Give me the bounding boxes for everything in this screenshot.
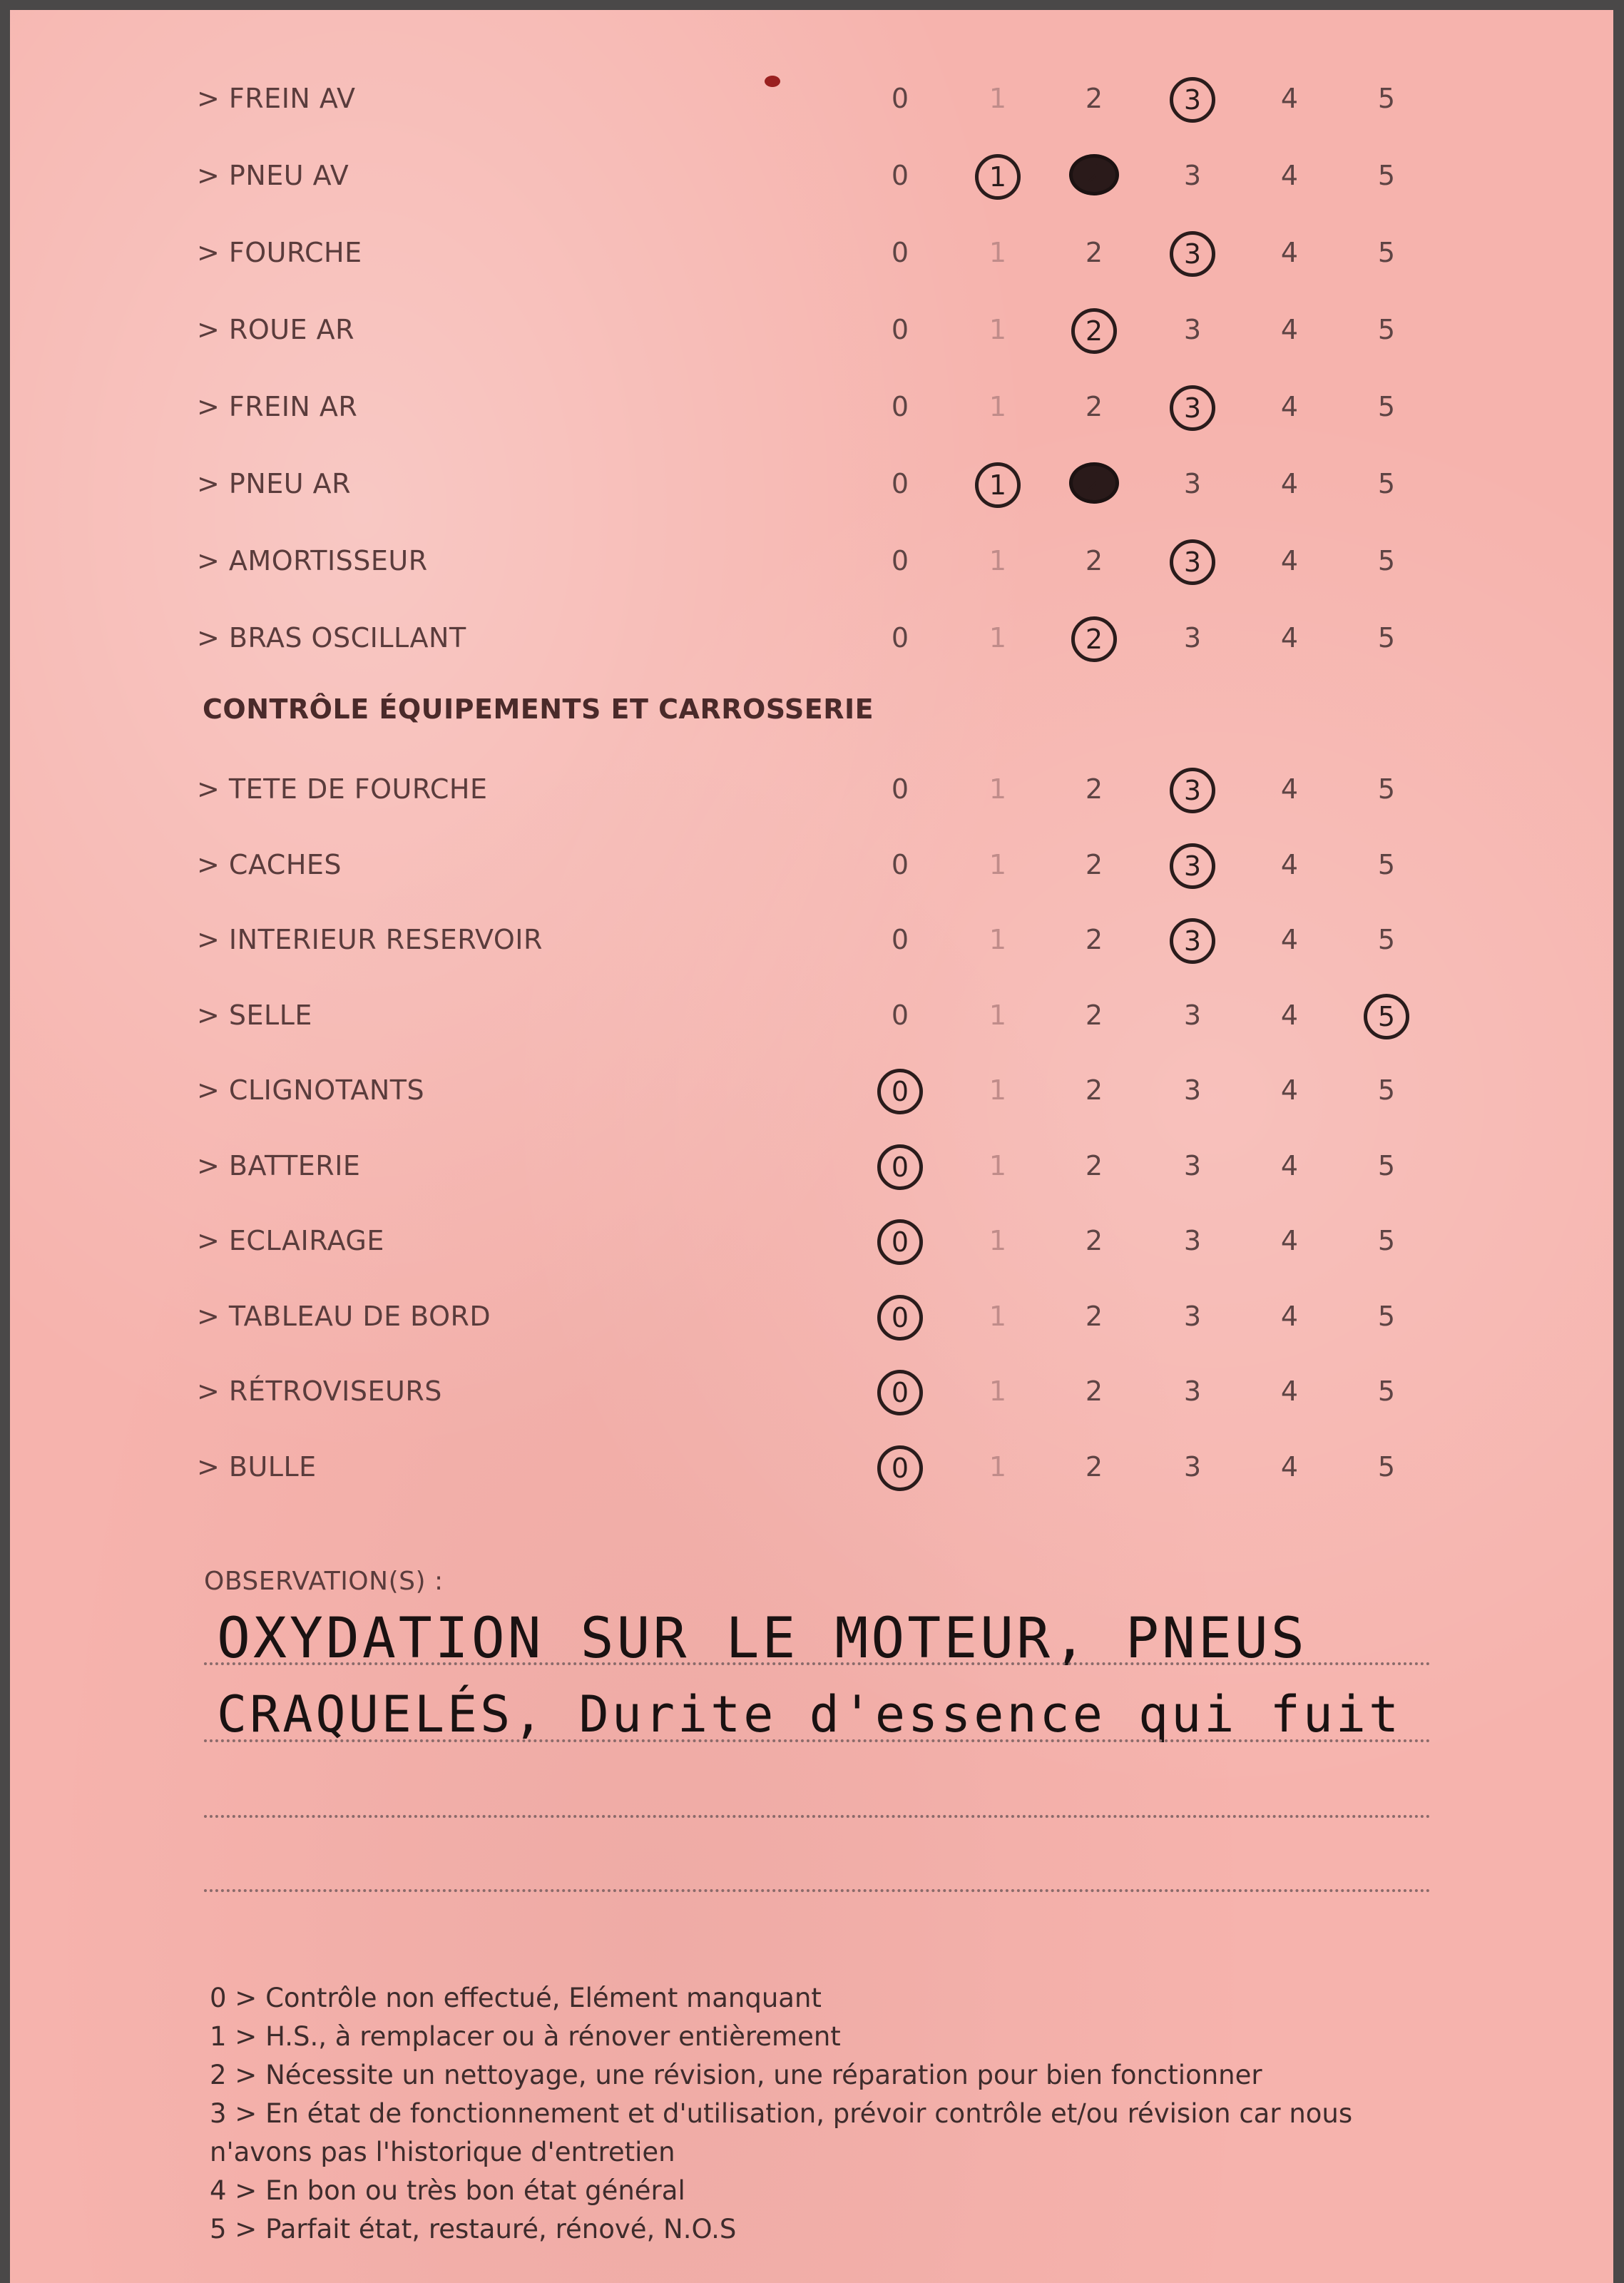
score-option-2[interactable]: 2: [1085, 391, 1103, 422]
score-option-3[interactable]: 3: [1183, 1451, 1202, 1483]
score-option-4[interactable]: 4: [1280, 1376, 1299, 1407]
inspection-sheet: [10, 10, 1613, 2283]
checklist-row: [10, 1370, 1613, 1413]
score-option-1-circled[interactable]: 1: [975, 462, 1021, 508]
score-option-5[interactable]: 5: [1377, 1376, 1396, 1407]
score-option-5[interactable]: 5: [1377, 924, 1396, 955]
legend-line: 0 > Contrôle non effectué, Elément manquant: [210, 1983, 822, 2013]
score-option-4[interactable]: 4: [1280, 1074, 1299, 1106]
legend-line: 5 > Parfait état, restauré, rénové, N.O.S: [210, 2214, 737, 2244]
score-option-0-circled[interactable]: 0: [877, 1445, 923, 1491]
checklist-row: [10, 1219, 1613, 1262]
score-option-0[interactable]: 0: [891, 622, 909, 654]
score-option-2[interactable]: 2: [1085, 849, 1103, 880]
score-option-5[interactable]: 5: [1377, 83, 1396, 114]
score-option-4[interactable]: 4: [1280, 1225, 1299, 1256]
score-option-3[interactable]: 3: [1183, 622, 1202, 654]
checklist-row: [10, 1295, 1613, 1338]
checklist-item-label: > BATTERIE: [197, 1150, 361, 1181]
score-option-0[interactable]: 0: [891, 849, 909, 880]
score-option-4[interactable]: 4: [1280, 924, 1299, 955]
score-option-2[interactable]: 2: [1085, 1225, 1103, 1256]
score-option-1-circled[interactable]: 1: [975, 154, 1021, 200]
score-option-0-circled[interactable]: 0: [877, 1069, 923, 1114]
score-option-3[interactable]: 3: [1183, 468, 1202, 499]
score-option-1[interactable]: 1: [989, 1451, 1007, 1483]
score-option-1[interactable]: 1: [989, 849, 1007, 880]
observation-handwritten-line-2: CRAQUELÉS, Durite d'essence qui fuit: [217, 1685, 1402, 1744]
checklist-row: [10, 154, 1613, 197]
observations-label: OBSERVATION(S) :: [204, 1567, 444, 1596]
score-option-0[interactable]: 0: [891, 545, 909, 576]
score-option-4[interactable]: 4: [1280, 1451, 1299, 1483]
score-option-2-circled[interactable]: 2: [1071, 308, 1117, 354]
score-option-0-circled[interactable]: 0: [877, 1370, 923, 1415]
score-option-0[interactable]: 0: [891, 924, 909, 955]
checklist-item-label: > AMORTISSEUR: [197, 545, 428, 576]
score-option-2[interactable]: 2: [1085, 545, 1103, 576]
checklist-item-label: > ROUE AR: [197, 314, 355, 345]
checklist-row: [10, 1069, 1613, 1112]
checklist-item-label: > ECLAIRAGE: [197, 1225, 384, 1256]
score-option-4[interactable]: 4: [1280, 160, 1299, 191]
score-option-3-circled[interactable]: 3: [1170, 843, 1215, 889]
score-option-1[interactable]: 1: [989, 83, 1007, 114]
checklist-item-label: > FREIN AV: [197, 83, 356, 114]
score-option-4[interactable]: 4: [1280, 1150, 1299, 1181]
score-option-2[interactable]: 2: [1085, 1000, 1103, 1031]
score-option-3[interactable]: 3: [1183, 1301, 1202, 1332]
checklist-item-label: > PNEU AR: [197, 468, 352, 499]
observation-dotted-line: [204, 1815, 1431, 1818]
score-option-2-scribbled[interactable]: 2: [1069, 462, 1119, 504]
checklist-row: [10, 918, 1613, 961]
score-option-1[interactable]: 1: [989, 1074, 1007, 1106]
score-option-1[interactable]: 1: [989, 1301, 1007, 1332]
score-option-2[interactable]: 2: [1085, 1074, 1103, 1106]
score-option-0[interactable]: 0: [891, 773, 909, 805]
observation-dotted-line: [204, 1739, 1431, 1742]
checklist-item-label: > SELLE: [197, 1000, 312, 1031]
checklist-item-label: > FOURCHE: [197, 237, 362, 268]
score-option-4[interactable]: 4: [1280, 237, 1299, 268]
score-option-1[interactable]: 1: [989, 391, 1007, 422]
score-option-5[interactable]: 5: [1377, 160, 1396, 191]
score-option-3[interactable]: 3: [1183, 1225, 1202, 1256]
checklist-item-label: > CLIGNOTANTS: [197, 1074, 425, 1106]
legend-line: 3 > En état de fonctionnement et d'utilisation, prévoir contrôle et/ou révision car nous: [210, 2098, 1353, 2129]
score-option-4[interactable]: 4: [1280, 314, 1299, 345]
checklist-row: [10, 616, 1613, 659]
checklist-item-label: > TETE DE FOURCHE: [197, 773, 488, 805]
score-option-0-circled[interactable]: 0: [877, 1144, 923, 1190]
score-option-1[interactable]: 1: [989, 622, 1007, 654]
score-option-0[interactable]: 0: [891, 83, 909, 114]
observation-dotted-line: [204, 1662, 1431, 1665]
score-option-2[interactable]: 2: [1085, 1376, 1103, 1407]
score-option-3-circled[interactable]: 3: [1170, 539, 1215, 585]
legend-line: n'avons pas l'historique d'entretien: [210, 2137, 675, 2167]
score-option-0[interactable]: 0: [891, 160, 909, 191]
score-option-0-circled[interactable]: 0: [877, 1219, 923, 1265]
score-option-3[interactable]: 3: [1183, 160, 1202, 191]
score-option-2[interactable]: 2: [1085, 924, 1103, 955]
observation-handwritten-line-1: OXYDATION SUR LE MOTEUR, PNEUS: [217, 1607, 1307, 1671]
checklist-item-label: > FREIN AR: [197, 391, 358, 422]
equipment-section-title: CONTRÔLE ÉQUIPEMENTS ET CARROSSERIE: [203, 693, 874, 725]
score-option-5-circled[interactable]: 5: [1364, 994, 1409, 1039]
checklist-item-label: > RÉTROVISEURS: [197, 1376, 442, 1407]
score-option-5[interactable]: 5: [1377, 1451, 1396, 1483]
score-option-3[interactable]: 3: [1183, 1150, 1202, 1181]
score-option-2[interactable]: 2: [1085, 1451, 1103, 1483]
checklist-item-label: > INTERIEUR RESERVOIR: [197, 924, 543, 955]
score-option-5[interactable]: 5: [1377, 1225, 1396, 1256]
score-option-1[interactable]: 1: [989, 545, 1007, 576]
checklist-row: [10, 385, 1613, 428]
checklist-row: [10, 994, 1613, 1037]
checklist-row: [10, 843, 1613, 886]
checklist-row: [10, 1144, 1613, 1187]
score-option-2-circled[interactable]: 2: [1071, 616, 1117, 662]
score-option-4[interactable]: 4: [1280, 391, 1299, 422]
score-option-5[interactable]: 5: [1377, 622, 1396, 654]
score-option-3-circled[interactable]: 3: [1170, 768, 1215, 813]
checklist-row: [10, 1445, 1613, 1488]
score-option-5[interactable]: 5: [1377, 468, 1396, 499]
score-option-4[interactable]: 4: [1280, 468, 1299, 499]
observation-dotted-line: [204, 1889, 1431, 1892]
score-option-1[interactable]: 1: [989, 1376, 1007, 1407]
checklist-row: [10, 768, 1613, 810]
score-option-5[interactable]: 5: [1377, 849, 1396, 880]
score-option-1[interactable]: 1: [989, 1150, 1007, 1181]
score-option-4[interactable]: 4: [1280, 545, 1299, 576]
score-option-4[interactable]: 4: [1280, 1301, 1299, 1332]
score-option-0[interactable]: 0: [891, 391, 909, 422]
score-option-3-circled[interactable]: 3: [1170, 231, 1215, 277]
score-option-2-scribbled[interactable]: 2: [1069, 154, 1119, 195]
score-option-1[interactable]: 1: [989, 1225, 1007, 1256]
score-option-5[interactable]: 5: [1377, 1074, 1396, 1106]
legend-line: 1 > H.S., à remplacer ou à rénover entièrement: [210, 2021, 841, 2052]
score-option-1[interactable]: 1: [989, 314, 1007, 345]
checklist-row: [10, 462, 1613, 505]
score-option-0-circled[interactable]: 0: [877, 1295, 923, 1341]
score-option-1[interactable]: 1: [989, 1000, 1007, 1031]
score-option-0[interactable]: 0: [891, 314, 909, 345]
score-option-0[interactable]: 0: [891, 1000, 909, 1031]
score-option-2[interactable]: 2: [1085, 1301, 1103, 1332]
score-option-0[interactable]: 0: [891, 468, 909, 499]
score-option-3[interactable]: 3: [1183, 314, 1202, 345]
checklist-row: [10, 77, 1613, 120]
score-option-1[interactable]: 1: [989, 924, 1007, 955]
legend-line: 2 > Nécessite un nettoyage, une révision, une réparation pour bien fonctionner: [210, 2060, 1262, 2090]
score-option-3-circled[interactable]: 3: [1170, 918, 1215, 964]
score-option-2[interactable]: 2: [1085, 1150, 1103, 1181]
checklist-row: [10, 231, 1613, 274]
score-option-2[interactable]: 2: [1085, 83, 1103, 114]
checklist-row: [10, 308, 1613, 351]
score-option-5[interactable]: 5: [1377, 773, 1396, 805]
score-option-3[interactable]: 3: [1183, 1376, 1202, 1407]
score-option-3[interactable]: 3: [1183, 1000, 1202, 1031]
score-option-4[interactable]: 4: [1280, 622, 1299, 654]
score-legend: [210, 1979, 1465, 2249]
score-option-3-circled[interactable]: 3: [1170, 77, 1215, 123]
score-option-1[interactable]: 1: [989, 237, 1007, 268]
checklist-item-label: > PNEU AV: [197, 160, 349, 191]
score-option-3-circled[interactable]: 3: [1170, 385, 1215, 431]
score-option-1[interactable]: 1: [989, 773, 1007, 805]
checklist-item-label: > BRAS OSCILLANT: [197, 622, 466, 654]
checklist-item-label: > CACHES: [197, 849, 342, 880]
score-option-4[interactable]: 4: [1280, 849, 1299, 880]
score-option-2[interactable]: 2: [1085, 237, 1103, 268]
score-option-4[interactable]: 4: [1280, 83, 1299, 114]
score-option-5[interactable]: 5: [1377, 391, 1396, 422]
score-option-4[interactable]: 4: [1280, 773, 1299, 805]
checklist-item-label: > BULLE: [197, 1451, 317, 1483]
score-option-5[interactable]: 5: [1377, 1301, 1396, 1332]
score-option-5[interactable]: 5: [1377, 237, 1396, 268]
score-option-5[interactable]: 5: [1377, 1150, 1396, 1181]
legend-line: 4 > En bon ou très bon état général: [210, 2175, 685, 2206]
checklist-row: [10, 539, 1613, 582]
score-option-3[interactable]: 3: [1183, 1074, 1202, 1106]
score-option-5[interactable]: 5: [1377, 314, 1396, 345]
score-option-5[interactable]: 5: [1377, 545, 1396, 576]
score-option-4[interactable]: 4: [1280, 1000, 1299, 1031]
score-option-0[interactable]: 0: [891, 237, 909, 268]
checklist-item-label: > TABLEAU DE BORD: [197, 1301, 491, 1332]
score-option-2[interactable]: 2: [1085, 773, 1103, 805]
